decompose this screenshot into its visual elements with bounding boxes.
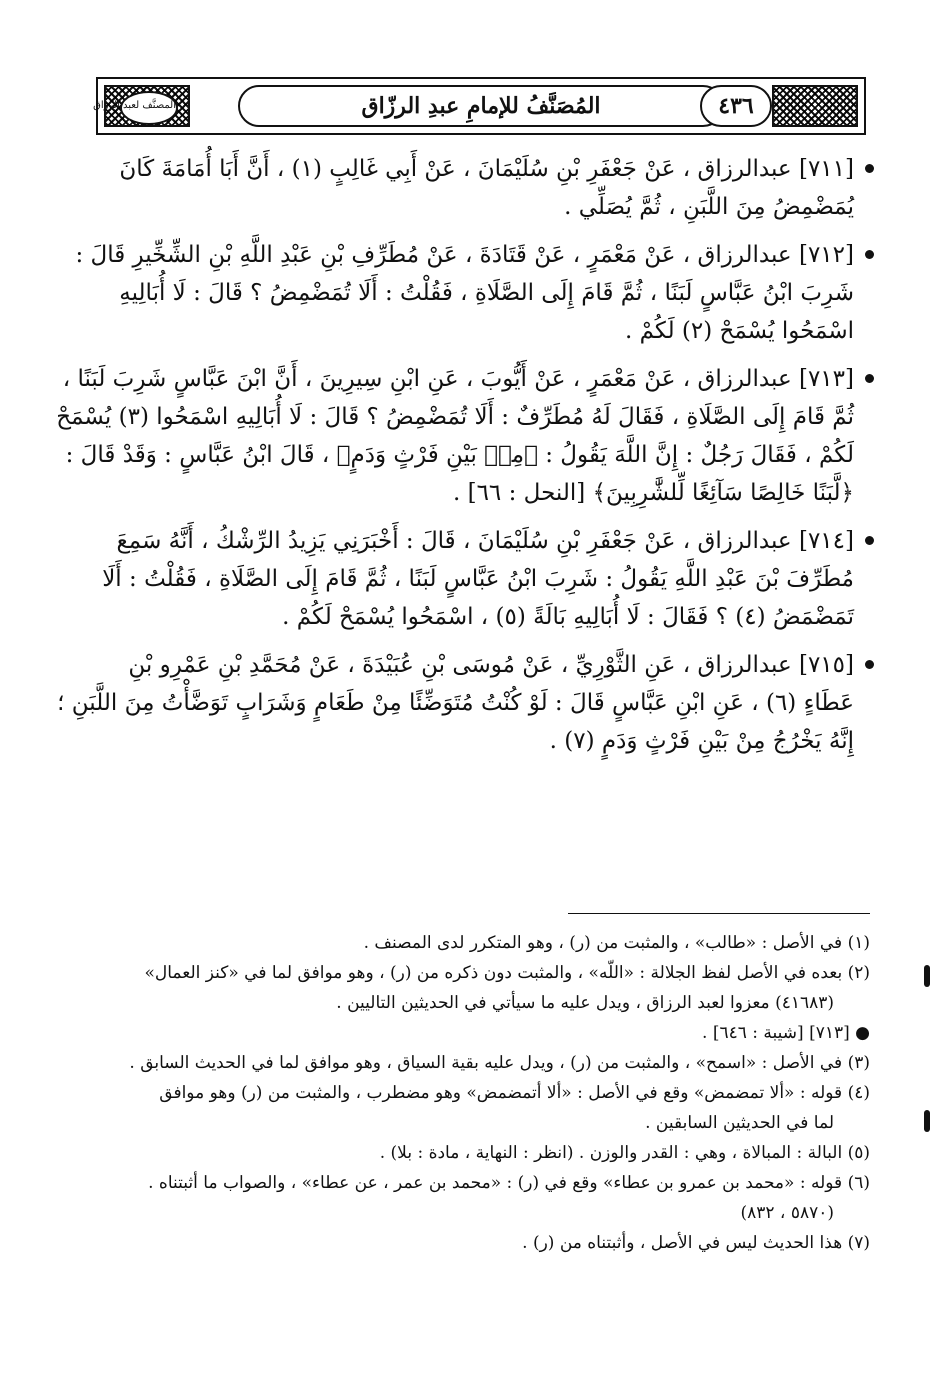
footnote-1: (١) في الأصل : «طالب» ، والمثبت من (ر) ، وهو المتكرر لدى المصنف . xyxy=(363,933,870,953)
text-line: [٧١١] عبدالرزاق ، عَنْ جَعْفَرِ بْنِ سُلَيْمَانَ ، عَنْ أَبِي غَالِبٍ (١) ، أَنَّ أَبَا أُمَامَةَ كَانَ xyxy=(119,156,854,182)
text-line: [٧١٤] عبدالرزاق ، عَنْ جَعْفَرِ بْنِ سُلَيْمَانَ ، قَالَ : أَخْبَرَنِي يَزِيدُ الرِّشْكُ ، أَنَّهُ سَمِعَ xyxy=(116,528,854,554)
footnote-4-continued: لما في الحديثين السابقين . xyxy=(645,1113,834,1133)
text-line: لَكُمْ ، فَقَالَ رَجُلٌ : إِنَّ اللَّهَ يَقُولُ : ﴿مِنۢ بَيْنِ فَرْثٍ وَدَمٍ﴾ ، قَالَ ابْنُ عَبَّاسٍ : وَقَدْ قَالَ : xyxy=(65,442,854,468)
text-line: [٧١٢] عبدالرزاق ، عَنْ مَعْمَرٍ ، عَنْ قَتَادَةَ ، عَنْ مُطَرِّفِ بْنِ عَبْدِ اللَّهِ بْنِ الشِّخِّيرِ قَالَ : xyxy=(75,242,854,268)
text-line: شَرِبَ ابْنُ عَبَّاسٍ لَبَنًا ، ثُمَّ قَامَ إِلَى الصَّلَاةِ ، فَقُلْتُ : أَلَا تُمَضْمِضُ ؟ قَالَ : لَا أُبَالِيهِ xyxy=(119,280,854,306)
text-line: اسْمَحُوا يُسْمَحْ (٢) لَكُمْ . xyxy=(624,318,854,344)
text-line: [٧١٣] عبدالرزاق ، عَنْ مَعْمَرٍ ، عَنْ أَيُّوبَ ، عَنِ ابْنِ سِيرِينَ ، أَنَّ ابْنَ عَبَّاسٍ شَرِبَ لَبَنًا ، xyxy=(62,366,854,392)
bullet-icon xyxy=(865,660,874,669)
bullet-icon xyxy=(865,164,874,173)
running-header xyxy=(93,77,866,135)
footnote-5: (٥) البالة : المبالاة ، وهي : القدر والوزن . (انظر : النهاية ، مادة : بلا) . xyxy=(379,1143,870,1163)
text-line: [٧١٥] عبدالرزاق ، عَنِ الثَّوْرِيِّ ، عَنْ مُوسَى بْنِ عُبَيْدَةَ ، عَنْ مُحَمَّدِ بْنِ عَمْرِو بْنِ xyxy=(128,652,854,678)
footnote-2-continued: (٤١٦٨٣) معزوا لعبد الرزاق ، ويدل عليه ما سيأتي في الحديثين التاليين . xyxy=(336,993,834,1013)
footnotes xyxy=(100,928,870,1258)
footnote-6: (٦) قوله : «محمد بن عمرو بن عطاء» وقع في (ر) : «محمد بن عمر ، عن عطاء» ، والصواب ما أثبتناه . xyxy=(148,1173,870,1193)
header-ornament-left xyxy=(93,85,190,127)
footnote-4: (٤) قوله : «ألا تمضمض» وقع في الأصل : «ألا أتمضمض» وهو مضطرب ، والمثبت من (ر) وهو موافق xyxy=(159,1083,870,1103)
scan-margin-mark xyxy=(924,965,930,987)
footnote-separator xyxy=(568,913,870,914)
text-line: ثُمَّ قَامَ إِلَى الصَّلَاةِ ، فَقَالَ لَهُ مُطَرِّفٌ : أَلَا تُمَضْمِضُ ؟ قَالَ : لَا أُبَالِيهِ اسْمَحُوا (٣) يُسْمَحْ xyxy=(56,404,854,430)
text-line: مُطَرِّفَ بْنَ عَبْدِ اللَّهِ يَقُولُ : شَرِبَ ابْنُ عَبَّاسٍ لَبَنًا ، ثُمَّ قَامَ إِلَى الصَّلَاةِ ، فَقُلْتُ : أَلَا xyxy=(102,566,854,592)
footnote-6-continued: (٥٨٧٠ ، ٨٣٢) xyxy=(740,1203,834,1223)
footnote-7: (٧) هذا الحديث ليس في الأصل ، وأثبتناه من (ر) . xyxy=(522,1233,870,1253)
text-line: عَطَاءٍ (٦) ، عَنِ ابْنِ عَبَّاسٍ قَالَ : لَوْ كُنْتُ مُتَوَضِّئًا مِنْ طَعَامٍ وَشَرَابٍ تَوَضَّأْتُ مِنَ اللَّبَنِ ؛ xyxy=(57,690,854,716)
header-title: المُصَنَّفُ للإمامِ عبدِ الرزّاق xyxy=(238,85,724,127)
bullet-icon xyxy=(865,374,874,383)
page-number: ٤٣٦ xyxy=(700,85,772,127)
ornament-medallion-text: المصنَّف لعبد الرزاق xyxy=(120,91,178,125)
text-line: يُمَضْمِضُ مِنَ اللَّبَنِ ، ثُمَّ يُصَلِّي . xyxy=(564,194,854,220)
header-ornament-right xyxy=(772,85,858,127)
hadith-713 xyxy=(56,360,870,512)
text-line: إِنَّهُ يَخْرُجُ مِنْ بَيْنِ فَرْثٍ وَدَمٍ (٧) . xyxy=(549,728,854,754)
hadith-714 xyxy=(100,522,870,636)
hadith-712 xyxy=(75,236,870,350)
bullet-icon xyxy=(865,250,874,259)
scan-margin-mark xyxy=(924,1110,930,1132)
footnote-2: (٢) بعده في الأصل لفظ الجلالة : «اللّه» ، والمثبت دون ذكره من (ر) ، وهو موافق لما في «كنز العمال» xyxy=(144,963,870,983)
main-text xyxy=(56,150,870,770)
takhrij-note-713: ● [٧١٣] [شيبة : ٦٤٦] . xyxy=(702,1023,870,1043)
text-line: ﴿لَّبَنًا خَالِصًا سَآئِغًا لِّلشَّٰرِبِينَ﴾ [النحل : ٦٦] . xyxy=(452,480,854,506)
hadith-711 xyxy=(100,150,870,226)
bullet-icon xyxy=(865,536,874,545)
hadith-715 xyxy=(57,646,870,760)
text-line: تَمَضْمَضُ (٤) ؟ فَقَالَ : لَا أُبَالِيهِ بَالَةً (٥) ، اسْمَحُوا يُسْمَحْ لَكُمْ . xyxy=(282,604,854,630)
footnote-3: (٣) في الأصل : «اسمح» ، والمثبت من (ر) ، ويدل عليه بقية السياق ، وهو موافق لما في الحديث السابق . xyxy=(129,1053,870,1073)
